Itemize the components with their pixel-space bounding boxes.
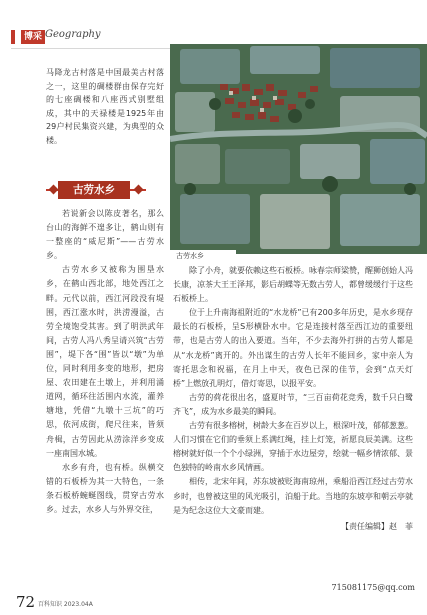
section-english-title: Geography bbox=[45, 29, 101, 40]
aerial-photo bbox=[170, 44, 427, 254]
section-tag: 博采 bbox=[21, 30, 45, 44]
editor-credit: 【责任编辑】赵 菲 bbox=[341, 521, 413, 531]
aerial-photo-illustration bbox=[170, 44, 427, 254]
paragraph: 古劳有很多榕树，树龄大多在百岁以上，根深叶茂，郁郁葱葱。人们习惯在它们的垂须上系满红绳，挂上灯笼，祈愿良辰美满。这些榕树就好似一个个小绿洲，穿插于水边屋旁，绘就一幅乡情浓郁、景色独特的岭南水乡风情画。 bbox=[173, 421, 413, 473]
heading-diamond-right bbox=[134, 185, 144, 195]
column-right bbox=[173, 264, 413, 534]
header-accent-bar bbox=[11, 30, 15, 44]
photo-caption: 古劳水乡 bbox=[170, 250, 236, 262]
paragraph: 若说新会以陈皮著名，那么台山的海鲜不遑多让，鹤山则有一整座的“威尼斯”——古劳水乡。 bbox=[46, 209, 164, 261]
page-number: 72 bbox=[16, 593, 36, 611]
section-heading bbox=[46, 181, 146, 199]
paragraph: 位于上升南海祖附近的“水龙桥”已有200多年历史，是水乡现存最长的石板桥，呈S形横卧水中。它是连接村落至西江边的重要纽带，也是古劳人的出入要道。当年，不少去海外打拼的古劳人都是从“水龙桥”离开的。外出谋生的古劳人长年不能回乡，家中亲人为寄托思念和祝福，在月上中天，夜色已深的佳节，会到“点天灯桥”上燃放孔明灯，借灯寄思，以报平安。 bbox=[173, 308, 413, 388]
paragraph: 古劳水乡又被称为围垦水乡，在鹤山西北部，地处西江之畔。元代以前，西江河段没有堤围，西江涨水时，洪涝漫溢，古劳全境饱受其害。到了明洪武年间，古劳人冯八秀呈请兴筑“古劳围”，堤下各“围”皆以“墩”为单位，同时利用多变的地形，把房屋、农田建在土墩上，并利用涌道网，循环往活围内水流，灌养塘地，凭借“九墩十三坑”的巧思，依河成街，爬尺往来，皆须舟楫，古劳因此从涝涂洋乡变成一座南国水城。 bbox=[46, 265, 164, 458]
paragraph: 相传，北宋年间，苏东坡被贬海南琼州，乘船沿西江经过古劳水乡时，也曾被这里的风光吸引，泊船于此。当地的东坡亭和朝云亭就是为纪念这位大文豪而建。 bbox=[173, 477, 413, 515]
heading-title: 古劳水乡 bbox=[58, 181, 130, 199]
editor-email: 715081175@qq.com bbox=[331, 583, 415, 592]
issue-label: 百科知识 2023.04A bbox=[38, 601, 93, 608]
intro-paragraph: 马降龙古村落是中国最美古村落之一，这里的碉楼群由保存完好的七座碉楼和八座西式别墅组成，其中的天禄楼是1925年由29户村民集资兴建，为典型的众楼。 bbox=[46, 68, 164, 145]
paragraph: 古劳的荷花很出名，盛夏时节，“三百亩荷花竞秀，数千只白鹭齐飞”，成为水乡最美的瞬间。 bbox=[173, 392, 413, 416]
column-left bbox=[46, 207, 164, 517]
paragraph: 水乡有舟，也有桥。纵横交错的石板桥为其一大特色，一条条石板桥蜿蜒图线，贯穿古劳水乡。过去，水乡人与外界交往， bbox=[46, 462, 164, 514]
heading-diamond-left bbox=[49, 185, 59, 195]
paragraph: 除了小舟，就要依赖这些石板桥。咏春宗师梁赞，醒狮创始人冯长康，凉茶大王王泽邦，影后胡蝶等无数古劳人，都曾缓缓行于这些石板桥上。 bbox=[173, 266, 413, 304]
